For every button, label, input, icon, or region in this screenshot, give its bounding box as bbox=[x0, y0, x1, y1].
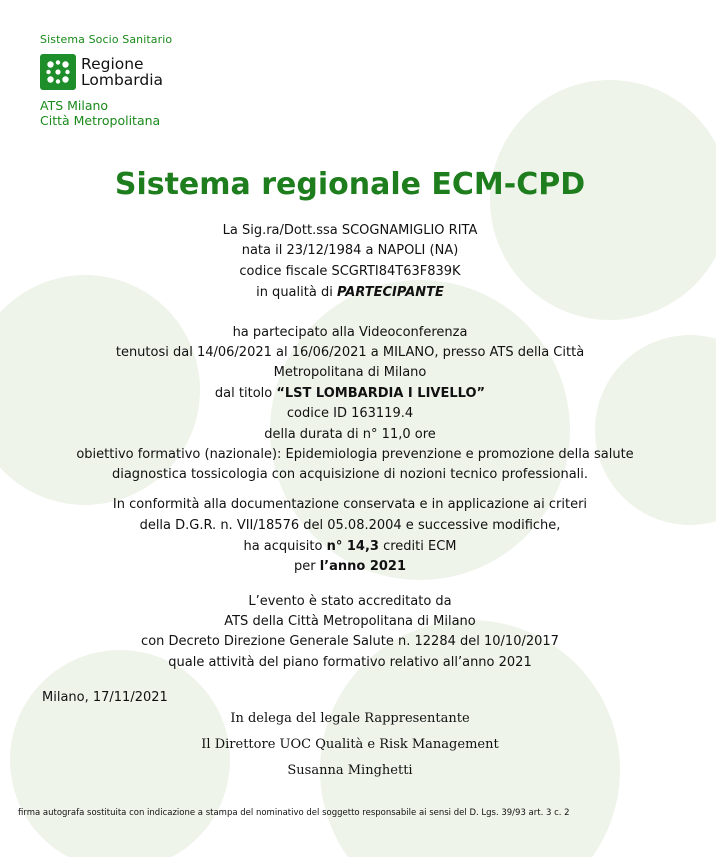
credits-line-3 bbox=[0, 539, 700, 555]
event-title-line bbox=[0, 386, 700, 402]
footer-note: firma autografa sostituita con indicazione a stampa del nominativo del soggetto responsabile ai sensi del D. Lgs. 39/93 art. 3 c. 2 bbox=[18, 808, 570, 818]
event-dates-line-1: tenutosi dal 14/06/2021 al 16/06/2021 a MILANO, presso ATS della Città bbox=[115, 345, 585, 360]
credits-value: n° 14,3 bbox=[326, 539, 379, 554]
signature-role: Il Direttore UOC Qualità e Risk Management bbox=[201, 737, 499, 752]
recipient-name: SCOGNAMIGLIO RITA bbox=[341, 223, 478, 238]
accreditation-line-1: L’evento è stato accreditato da bbox=[248, 594, 452, 609]
credits-line-2: della D.G.R. n. VII/18576 del 05.08.2004 e successive modifiche, bbox=[139, 518, 561, 533]
credits-year: l’anno 2021 bbox=[319, 559, 407, 574]
ats-label bbox=[40, 98, 172, 128]
recipient-role: PARTECIPANTE bbox=[336, 285, 444, 300]
credits-line-1: In conformità alla documentazione conservata e in applicazione ai criteri bbox=[112, 497, 588, 512]
system-label: Sistema Socio Sanitario bbox=[40, 33, 173, 46]
rosa-camuna-icon bbox=[40, 54, 76, 90]
participation-line: ha partecipato alla Videoconferenza bbox=[232, 325, 468, 340]
recipient-role-line bbox=[0, 285, 700, 301]
event-title: “LST LOMBARDIA I LIVELLO” bbox=[276, 386, 486, 401]
ats-line-2: Città Metropolitana bbox=[40, 113, 161, 128]
event-objective-line-2: diagnostica tossicologia con acquisizione di nozioni tecnico professionali. bbox=[111, 467, 589, 482]
accreditation-line-3: con Decreto Direzione Generale Salute n. 12284 del 10/10/2017 bbox=[141, 634, 559, 649]
accreditation-line-4: quale attività del piano formativo relativo all’anno 2021 bbox=[168, 655, 532, 670]
credits-year-prefix: per bbox=[293, 559, 320, 574]
event-code: codice ID 163119.4 bbox=[286, 406, 414, 421]
recipient-prefix: La Sig.ra/Dott.ssa bbox=[222, 223, 342, 238]
event-duration: della durata di n° 11,0 ore bbox=[264, 427, 436, 442]
recipient-name-line bbox=[0, 223, 700, 239]
event-title-prefix: dal titolo bbox=[214, 386, 277, 401]
brand-line-2: Lombardia bbox=[81, 71, 164, 89]
certificate-title: Sistema regionale ECM-CPD bbox=[114, 167, 586, 202]
regione-lombardia-brand bbox=[40, 54, 172, 90]
header-logo bbox=[40, 33, 172, 128]
credits-prefix: ha acquisito bbox=[243, 539, 327, 554]
recipient-fiscal-code: codice fiscale SCGRTI84T63F839K bbox=[239, 264, 461, 279]
recipient-birth: nata il 23/12/1984 a NAPOLI (NA) bbox=[241, 243, 459, 258]
ats-line-1: ATS Milano bbox=[40, 98, 109, 113]
signature-delegation: In delega del legale Rappresentante bbox=[230, 711, 470, 726]
credits-suffix: crediti ECM bbox=[378, 539, 457, 554]
event-objective-line-1: obiettivo formativo (nazionale): Epidemiologia prevenzione e promozione della salute bbox=[76, 447, 634, 462]
signature-name: Susanna Minghetti bbox=[287, 763, 413, 778]
role-prefix: in qualità di bbox=[256, 285, 337, 300]
credits-year-line bbox=[0, 559, 700, 575]
brand-line-1: Regione bbox=[81, 55, 144, 73]
place-date: Milano, 17/11/2021 bbox=[42, 690, 168, 705]
brand-name bbox=[81, 56, 163, 88]
accreditation-line-2: ATS della Città Metropolitana di Milano bbox=[224, 614, 476, 629]
event-dates-line-2: Metropolitana di Milano bbox=[273, 365, 427, 380]
